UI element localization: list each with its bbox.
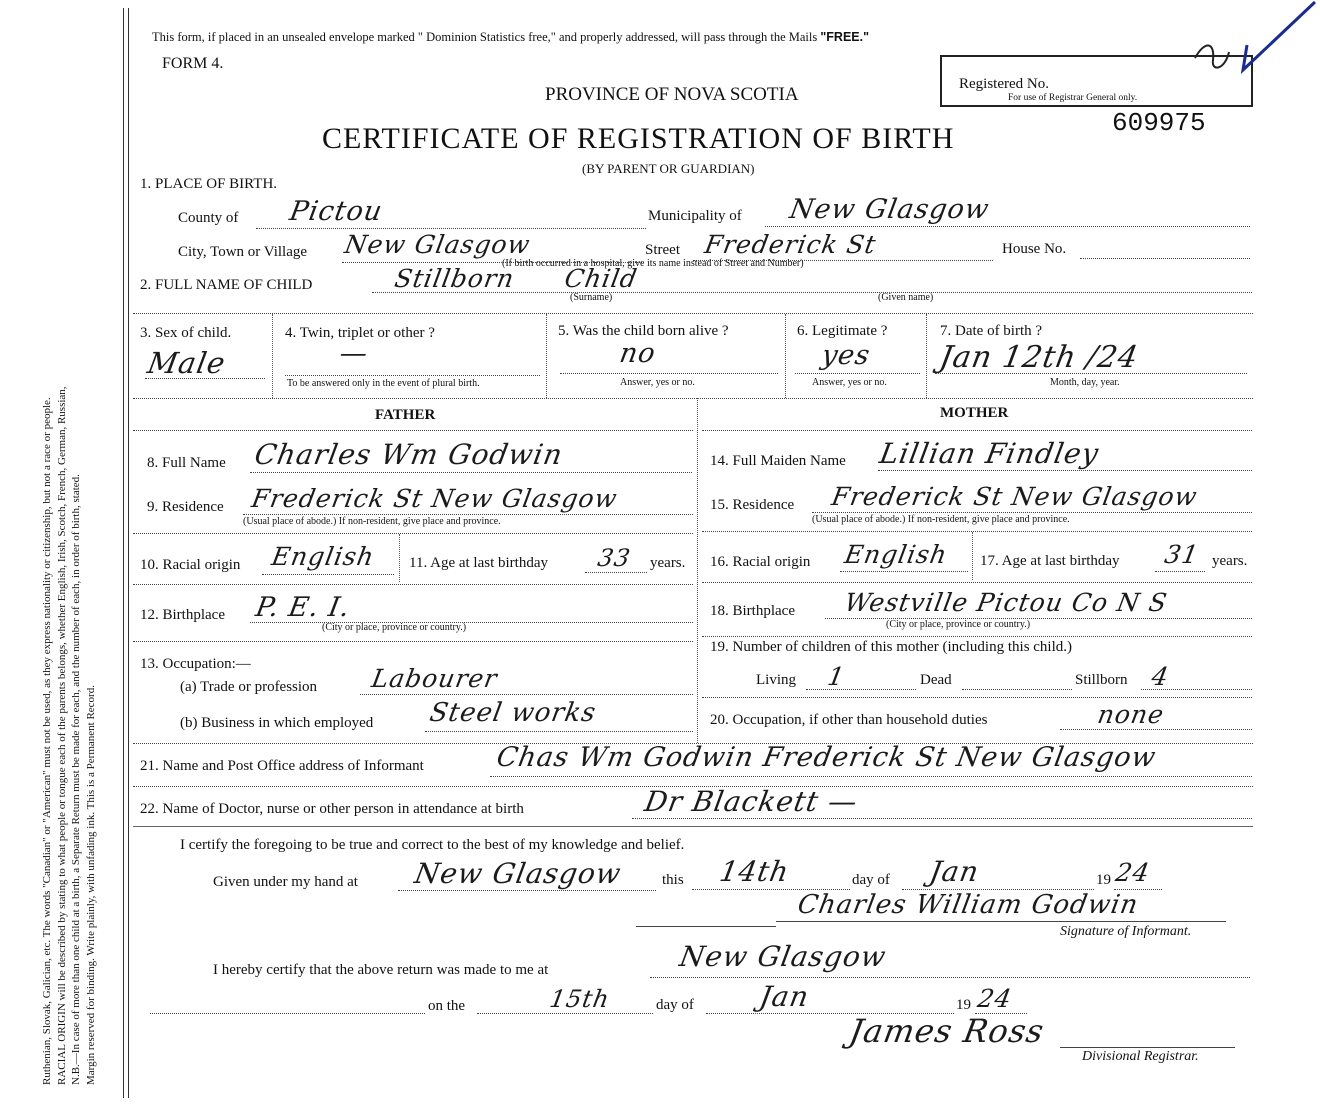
trade-value: Labourer xyxy=(369,664,500,693)
mother-name-label: 14. Full Maiden Name xyxy=(710,453,846,469)
mother-birthplace-value: Westville Pictou Co N S xyxy=(842,588,1170,617)
dob-note: Month, day, year. xyxy=(1050,377,1120,388)
given-year-value: 24 xyxy=(1113,858,1153,887)
margin-line-3: N.B.—In case of more than one child at a birth, a Separate Return must be made for each, and the number of each, in order of birth, stated. xyxy=(70,474,82,1085)
check-mark-icon xyxy=(1185,0,1320,80)
given-year-prefix: 19 xyxy=(1096,872,1111,888)
mother-name-value: Lillian Findley xyxy=(877,437,1102,470)
signature-caption: Signature of Informant. xyxy=(1060,924,1192,939)
living-value: 1 xyxy=(825,662,848,691)
trade-label: (a) Trade or profession xyxy=(180,679,318,695)
mother-age-value: 31 xyxy=(1162,540,1202,569)
municipality-value: New Glasgow xyxy=(787,194,992,225)
mother-age-label: 17. Age at last birthday xyxy=(980,553,1120,569)
dob-label: 7. Date of birth ? xyxy=(940,323,1043,339)
county-label: County of xyxy=(178,210,239,226)
mother-age-years: years. xyxy=(1212,553,1248,569)
informant-label: 21. Name and Post Office address of Informant xyxy=(140,758,424,774)
business-label: (b) Business in which employed xyxy=(180,715,374,731)
legitimate-value: yes xyxy=(819,340,873,371)
municipality-label: Municipality of xyxy=(648,208,742,224)
sex-label: 3. Sex of child. xyxy=(140,325,232,341)
hospital-note: (If birth occurred in a hospital, give its name instead of Street and Number) xyxy=(502,258,804,269)
mother-birthplace-label: 18. Birthplace xyxy=(710,603,795,619)
father-age-value: 33 xyxy=(595,544,634,572)
given-place-value: New Glasgow xyxy=(412,857,624,890)
registered-note: For use of Registrar General only. xyxy=(1008,93,1138,103)
father-age-label: 11. Age at last birthday xyxy=(409,555,548,571)
born-alive-note: Answer, yes or no. xyxy=(620,377,695,388)
margin-rule-2 xyxy=(128,8,129,1098)
born-alive-value: no xyxy=(617,338,659,369)
mother-occupation-label: 20. Occupation, if other than household duties xyxy=(710,712,988,728)
margin-line-4: Margin reserved for binding. Write plainly, with unfading ink. This is a Permanent Record. xyxy=(84,685,97,1085)
given-day-value: 14th xyxy=(717,855,792,888)
father-name-value: Charles Wm Godwin xyxy=(252,438,566,471)
born-alive-label: 5. Was the child born alive ? xyxy=(558,323,729,339)
business-value: Steel works xyxy=(427,698,599,728)
father-birthplace-label: 12. Birthplace xyxy=(140,607,225,623)
doctor-label: 22. Name of Doctor, nurse or other person in attendance at birth xyxy=(140,801,524,817)
registrar-on-label: on the xyxy=(428,998,466,1014)
given-at-label: Given under my hand at xyxy=(213,874,358,890)
registrar-dayof-label: day of xyxy=(656,997,694,1013)
father-residence-note: (Usual place of abode.) If non-resident, give place and province. xyxy=(243,516,501,527)
registration-number: 609975 xyxy=(1112,108,1206,138)
informant-signature: Charles William Godwin xyxy=(795,890,1141,920)
mother-residence-value: Frederick St New Glasgow xyxy=(829,482,1200,511)
legitimate-label: 6. Legitimate ? xyxy=(797,323,888,339)
child-surname: Stillborn xyxy=(392,264,517,293)
dob-value: Jan 12th /24 xyxy=(936,340,1142,375)
street-value: Frederick St xyxy=(702,230,879,259)
twin-label: 4. Twin, triplet or other ? xyxy=(285,325,435,341)
registrar-day-value: 15th xyxy=(547,985,613,1013)
mail-notice: This form, if placed in an unsealed envelope marked " Dominion Statistics free," and properly addressed, will pass through the Mails "FREE." xyxy=(152,30,870,44)
registrar-caption: Divisional Registrar. xyxy=(1082,1049,1199,1064)
mother-residence-label: 15. Residence xyxy=(710,497,795,513)
legitimate-note: Answer, yes or no. xyxy=(812,377,887,388)
father-residence-value: Frederick St New Glasgow xyxy=(249,484,620,513)
sex-value: Male xyxy=(145,346,229,380)
father-birthplace-note: (City or place, province or country.) xyxy=(322,622,467,633)
registrar-year-value: 24 xyxy=(975,984,1015,1013)
child-name-label: 2. FULL NAME OF CHILD xyxy=(140,277,313,293)
child-given-name: Child xyxy=(562,264,640,293)
given-dayof-label: day of xyxy=(852,872,890,888)
mother-race-value: English xyxy=(842,540,950,569)
mother-heading: MOTHER xyxy=(940,405,1009,421)
living-label: Living xyxy=(756,672,796,688)
father-heading: FATHER xyxy=(375,407,436,423)
page-subtitle: (BY PARENT OR GUARDIAN) xyxy=(582,161,755,176)
county-value: Pictou xyxy=(287,196,386,227)
binding-margin xyxy=(40,10,98,1085)
margin-rule xyxy=(123,8,124,1098)
street-label: Street xyxy=(645,242,680,258)
registrar-statement: I hereby certify that the above return was made to me at xyxy=(213,962,549,978)
city-value: New Glasgow xyxy=(342,230,533,259)
given-name-caption: (Given name) xyxy=(878,292,934,303)
mother-race-label: 16. Racial origin xyxy=(710,554,811,570)
stillborn-value: 4 xyxy=(1149,662,1172,691)
father-residence-label: 9. Residence xyxy=(147,499,224,515)
city-label: City, Town or Village xyxy=(178,244,308,260)
this-label: this xyxy=(662,872,684,888)
given-month-value: Jan xyxy=(927,855,982,888)
doctor-value: Dr Blackett — xyxy=(642,785,861,818)
father-name-label: 8. Full Name xyxy=(147,455,226,471)
margin-line-1: Ruthenian, Slovak, Galician, etc. The words "Canadian" or "American" must not be used, as they express nationality or citizenship, but not a race or people. xyxy=(41,397,53,1085)
registrar-place-value: New Glasgow xyxy=(677,940,889,973)
father-age-years: years. xyxy=(650,555,686,571)
place-of-birth-label: 1. PLACE OF BIRTH. xyxy=(140,176,278,192)
father-race-label: 10. Racial origin xyxy=(140,557,241,573)
surname-caption: (Surname) xyxy=(570,292,613,303)
registrar-month-value: Jan xyxy=(757,980,812,1013)
mother-occupation-value: none xyxy=(1095,700,1167,729)
informant-value: Chas Wm Godwin Frederick St New Glasgow xyxy=(494,742,1159,773)
certify-statement: I certify the foregoing to be true and correct to the best of my knowledge and belief. xyxy=(180,837,685,853)
stillborn-label: Stillborn xyxy=(1075,672,1128,688)
margin-line-2: RACIAL ORIGIN will be described by stating to what people or tongue each of the parents belongs, whether English, Irish, Scotch, French, German, Russian, xyxy=(55,386,68,1085)
house-no-label: House No. xyxy=(1002,241,1067,257)
mother-residence-note: (Usual place of abode.) If non-resident, give place and province. xyxy=(812,514,1070,525)
dead-label: Dead xyxy=(920,672,952,688)
mother-birthplace-note: (City or place, province or country.) xyxy=(886,619,1031,630)
registrar-year-prefix: 19 xyxy=(956,997,971,1013)
registrar-signature: James Ross xyxy=(846,1012,1048,1050)
registered-label: Registered No. xyxy=(959,76,1049,92)
father-occupation-label: 13. Occupation:— xyxy=(140,656,251,672)
twin-value: — xyxy=(337,338,371,369)
province-heading: PROVINCE OF NOVA SCOTIA xyxy=(545,84,799,105)
form-number: FORM 4. xyxy=(162,55,224,72)
twin-note: To be answered only in the event of plural birth. xyxy=(287,378,480,389)
children-label: 19. Number of children of this mother (including this child.) xyxy=(710,639,1073,655)
father-race-value: English xyxy=(269,542,377,571)
page-title: CERTIFICATE OF REGISTRATION OF BIRTH xyxy=(322,122,955,155)
father-birthplace-value: P. E. I. xyxy=(253,592,353,623)
